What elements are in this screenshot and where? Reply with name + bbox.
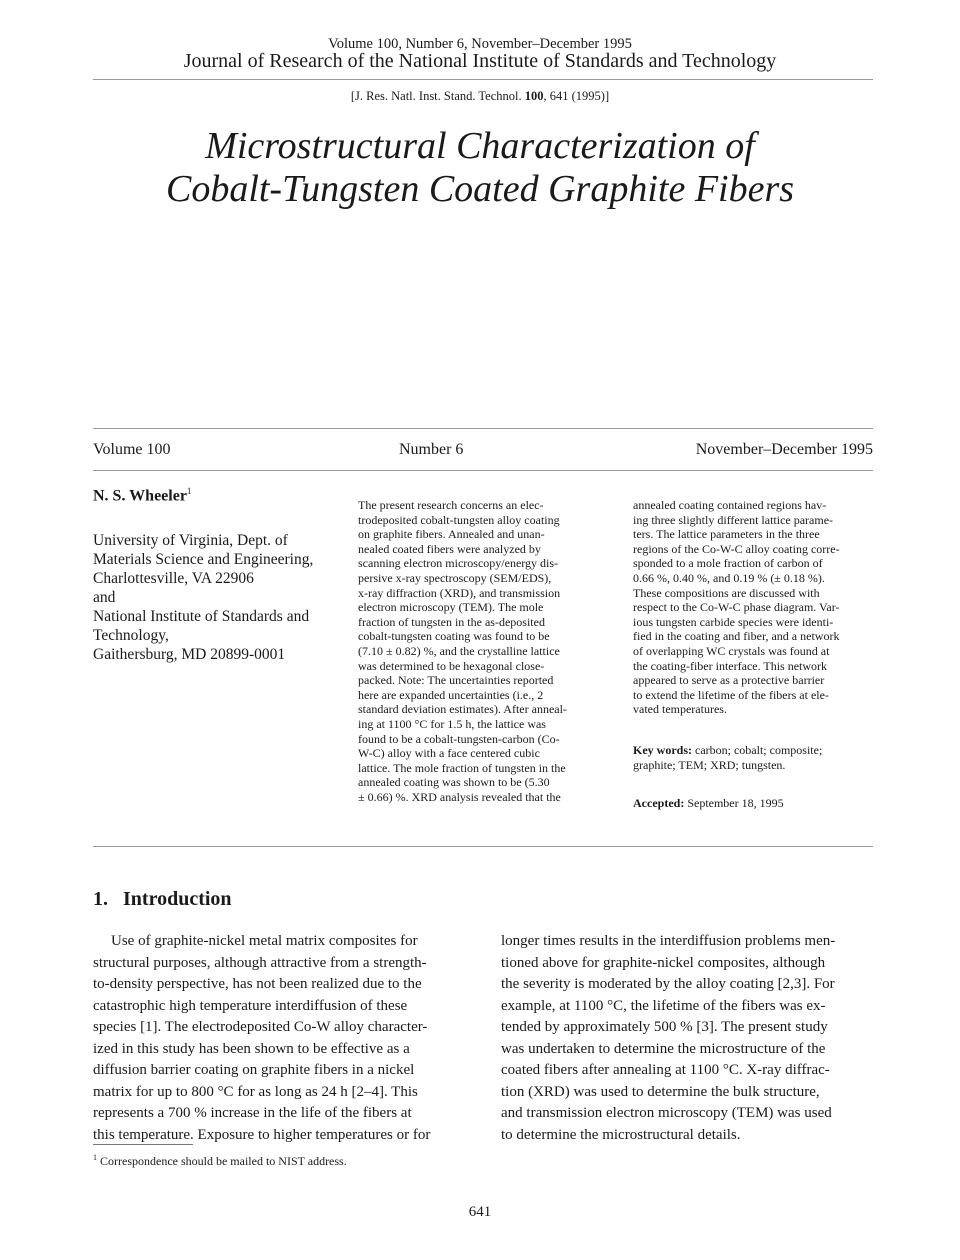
abstract-line: packed. Note: The uncertainties reported: [358, 673, 554, 688]
abstract-column-1: [358, 498, 603, 804]
affiliation-line: Materials Science and Engineering,: [93, 551, 314, 568]
abstract-line: electron microscopy (TEM). The mole: [358, 600, 544, 615]
abstract-line: fied in the coating and fiber, and a network: [633, 629, 840, 644]
abstract-line: appeared to serve as a protective barrier: [633, 673, 825, 688]
intro-line: Use of graphite-nickel metal matrix composites for: [111, 933, 418, 949]
intro-line: diffusion barrier coating on graphite fibers in a nickel: [93, 1062, 415, 1078]
intro-line: and transmission electron microscopy (TEM) was used: [501, 1105, 832, 1121]
accepted-date-line: [633, 796, 878, 811]
abstract-line: on graphite fibers. Annealed and unan-: [358, 527, 545, 542]
abstract-line: of overlapping WC crystals was found at: [633, 643, 830, 658]
abstract-line: x-ray diffraction (XRD), and transmission: [358, 585, 561, 600]
abstract-line: respect to the Co-W-C phase diagram. Var-: [633, 600, 840, 615]
intro-line: represents a 700 % increase in the life of the fibers at: [93, 1105, 412, 1121]
abstract-line: to extend the lifetime of the fibers at ele-: [633, 687, 829, 702]
intro-line: example, at 1100 °C, the lifetime of the fibers was ex-: [501, 997, 826, 1014]
affiliation-line: University of Virginia, Dept. of: [93, 532, 288, 549]
issue-info-row: [93, 441, 873, 463]
intro-line: the severity is moderated by the alloy coating [2,3]. For: [501, 976, 835, 992]
abstract-line: W-C) alloy with a face centered cubic: [358, 746, 540, 761]
footnote-mark: 1: [93, 1153, 97, 1162]
keywords: [633, 743, 878, 772]
abstract-line: ing three slightly different lattice parame-: [633, 512, 834, 527]
intro-line: was undertaken to determine the microstructure of the: [501, 1040, 826, 1057]
accepted-date: September 18, 1995: [684, 796, 784, 810]
intro-column-2: [501, 931, 873, 1146]
affiliation-line: Charlottesville, VA 22906: [93, 570, 254, 587]
issue-volume: Volume 100: [93, 441, 171, 458]
abstract-line: ing at 1100 °C for 1.5 h, the lattice was: [358, 716, 546, 731]
abstract-line: annealed coating contained regions hav-: [633, 498, 827, 512]
citation-suffix: , 641 (1995)]: [543, 89, 610, 103]
section-heading-introduction: 1. Introduction: [93, 888, 232, 910]
accepted-label: Accepted:: [633, 796, 685, 810]
abstract-line: ious tungsten carbide species were identi-: [633, 614, 834, 629]
abstract-rule: [93, 846, 873, 847]
citation-line: [0, 89, 960, 104]
abstract-line: persive x-ray spectroscopy (SEM/EDS),: [358, 570, 552, 585]
author-name: [93, 486, 191, 505]
keywords-text-2: graphite; TEM; XRD; tungsten.: [633, 757, 786, 772]
abstract-line: the coating-fiber interface. This network: [633, 658, 828, 673]
affiliation-line: and: [93, 589, 116, 606]
author-affiliation: [93, 531, 343, 664]
abstract-line: cobalt-tungsten coating was found to be: [358, 629, 550, 644]
issue-rule-bottom: [93, 470, 873, 471]
abstract-line: annealed coating was shown to be (5.30: [358, 775, 550, 790]
intro-line: to determine the microstructural details.: [501, 1126, 741, 1143]
citation-volume: 100: [524, 89, 544, 103]
abstract-line: was determined to be hexagonal close-: [358, 658, 545, 673]
intro-line: to-density perspective, has not been realized due to the: [93, 976, 422, 992]
title-line-2: Cobalt-Tungsten Coated Graphite Fibers: [165, 168, 795, 210]
abstract-line: here are expanded uncertainties (i.e., 2: [358, 687, 544, 702]
author-name-text: N. S. Wheeler: [93, 487, 187, 505]
intro-line: tioned above for graphite-nickel composites, although: [501, 954, 826, 971]
intro-line: tended by approximately 500 % [3]. The present study: [501, 1019, 828, 1035]
citation-prefix: [J. Res. Natl. Inst. Stand. Technol.: [350, 89, 525, 103]
intro-line: this temperature. Exposure to higher temperatures or for: [93, 1126, 431, 1143]
abstract-column-2: [633, 498, 878, 717]
intro-line: catastrophic high temperature interdiffusion of these: [93, 997, 408, 1014]
abstract-line: 0.66 %, 0.40 %, and 0.19 % (± 0.18 %).: [633, 570, 825, 585]
abstract-line: ± 0.66) %. XRD analysis revealed that the: [358, 789, 561, 804]
issue-rule-top: [93, 428, 873, 429]
abstract-line: found to be a cobalt-tungsten-carbon (Co-: [358, 731, 560, 746]
abstract-line: trodeposited cobalt-tungsten alloy coating: [358, 512, 560, 527]
header-rule: [93, 79, 873, 80]
affiliation-line: Gaithersburg, MD 20899-0001: [93, 646, 286, 663]
intro-line: coated fibers after annealing at 1100 °C. X-ray diffrac-: [501, 1062, 830, 1078]
issue-number: Number 6: [399, 441, 464, 458]
title-line-1: Microstructural Characterization of: [205, 125, 755, 167]
abstract-line: standard deviation estimates). After anneal-: [358, 702, 567, 717]
article-title: [0, 125, 960, 211]
affiliation-line: National Institute of Standards and: [93, 608, 310, 625]
abstract-line: sponded to a mole fraction of carbon of: [633, 556, 823, 571]
issue-date: November–December 1995: [695, 441, 873, 458]
abstract-line: vated temperatures.: [633, 702, 727, 717]
intro-column-1: [93, 931, 465, 1146]
keywords-label: Key words:: [633, 743, 692, 757]
abstract-line: (7.10 ± 0.82) %, and the crystalline lattice: [358, 643, 560, 658]
abstract-line: The present research concerns an elec-: [358, 498, 544, 512]
keywords-text: carbon; cobalt; composite;: [692, 743, 823, 757]
footnote-text: Correspondence should be mailed to NIST address.: [97, 1154, 347, 1168]
intro-line: longer times results in the interdiffusion problems men-: [501, 933, 836, 949]
abstract-line: nealed coated fibers were analyzed by: [358, 541, 541, 556]
running-header-volume: Volume 100, Number 6, November–December 1995: [328, 36, 632, 52]
abstract-line: regions of the Co-W-C alloy coating corre-: [633, 541, 840, 556]
abstract-line: fraction of tungsten in the as-deposited: [358, 614, 545, 629]
intro-line: ized in this study has been shown to be effective as a: [93, 1040, 410, 1057]
intro-line: structural purposes, although attractive from a strength-: [93, 954, 427, 971]
abstract-line: ters. The lattice parameters in the three: [633, 527, 820, 542]
abstract-line: These compositions are discussed with: [633, 585, 820, 600]
abstract-line: lattice. The mole fraction of tungsten in the: [358, 760, 566, 775]
intro-line: matrix for up to 800 °C for as long as 24 h [2–4]. This: [93, 1083, 418, 1100]
footnote-rule: [93, 1144, 193, 1145]
author-footnote-mark: 1: [186, 486, 192, 496]
affiliation-line: Technology,: [93, 627, 169, 644]
intro-line: species [1]. The electrodeposited Co-W alloy character-: [93, 1019, 428, 1035]
page-number: 641: [468, 1204, 492, 1220]
intro-line: tion (XRD) was used to determine the bulk structure,: [501, 1083, 820, 1100]
abstract-line: scanning electron microscopy/energy dis-: [358, 556, 559, 571]
footnote: [93, 1153, 347, 1169]
journal-title: Journal of Research of the National Institute of Standards and Technology: [183, 50, 777, 72]
